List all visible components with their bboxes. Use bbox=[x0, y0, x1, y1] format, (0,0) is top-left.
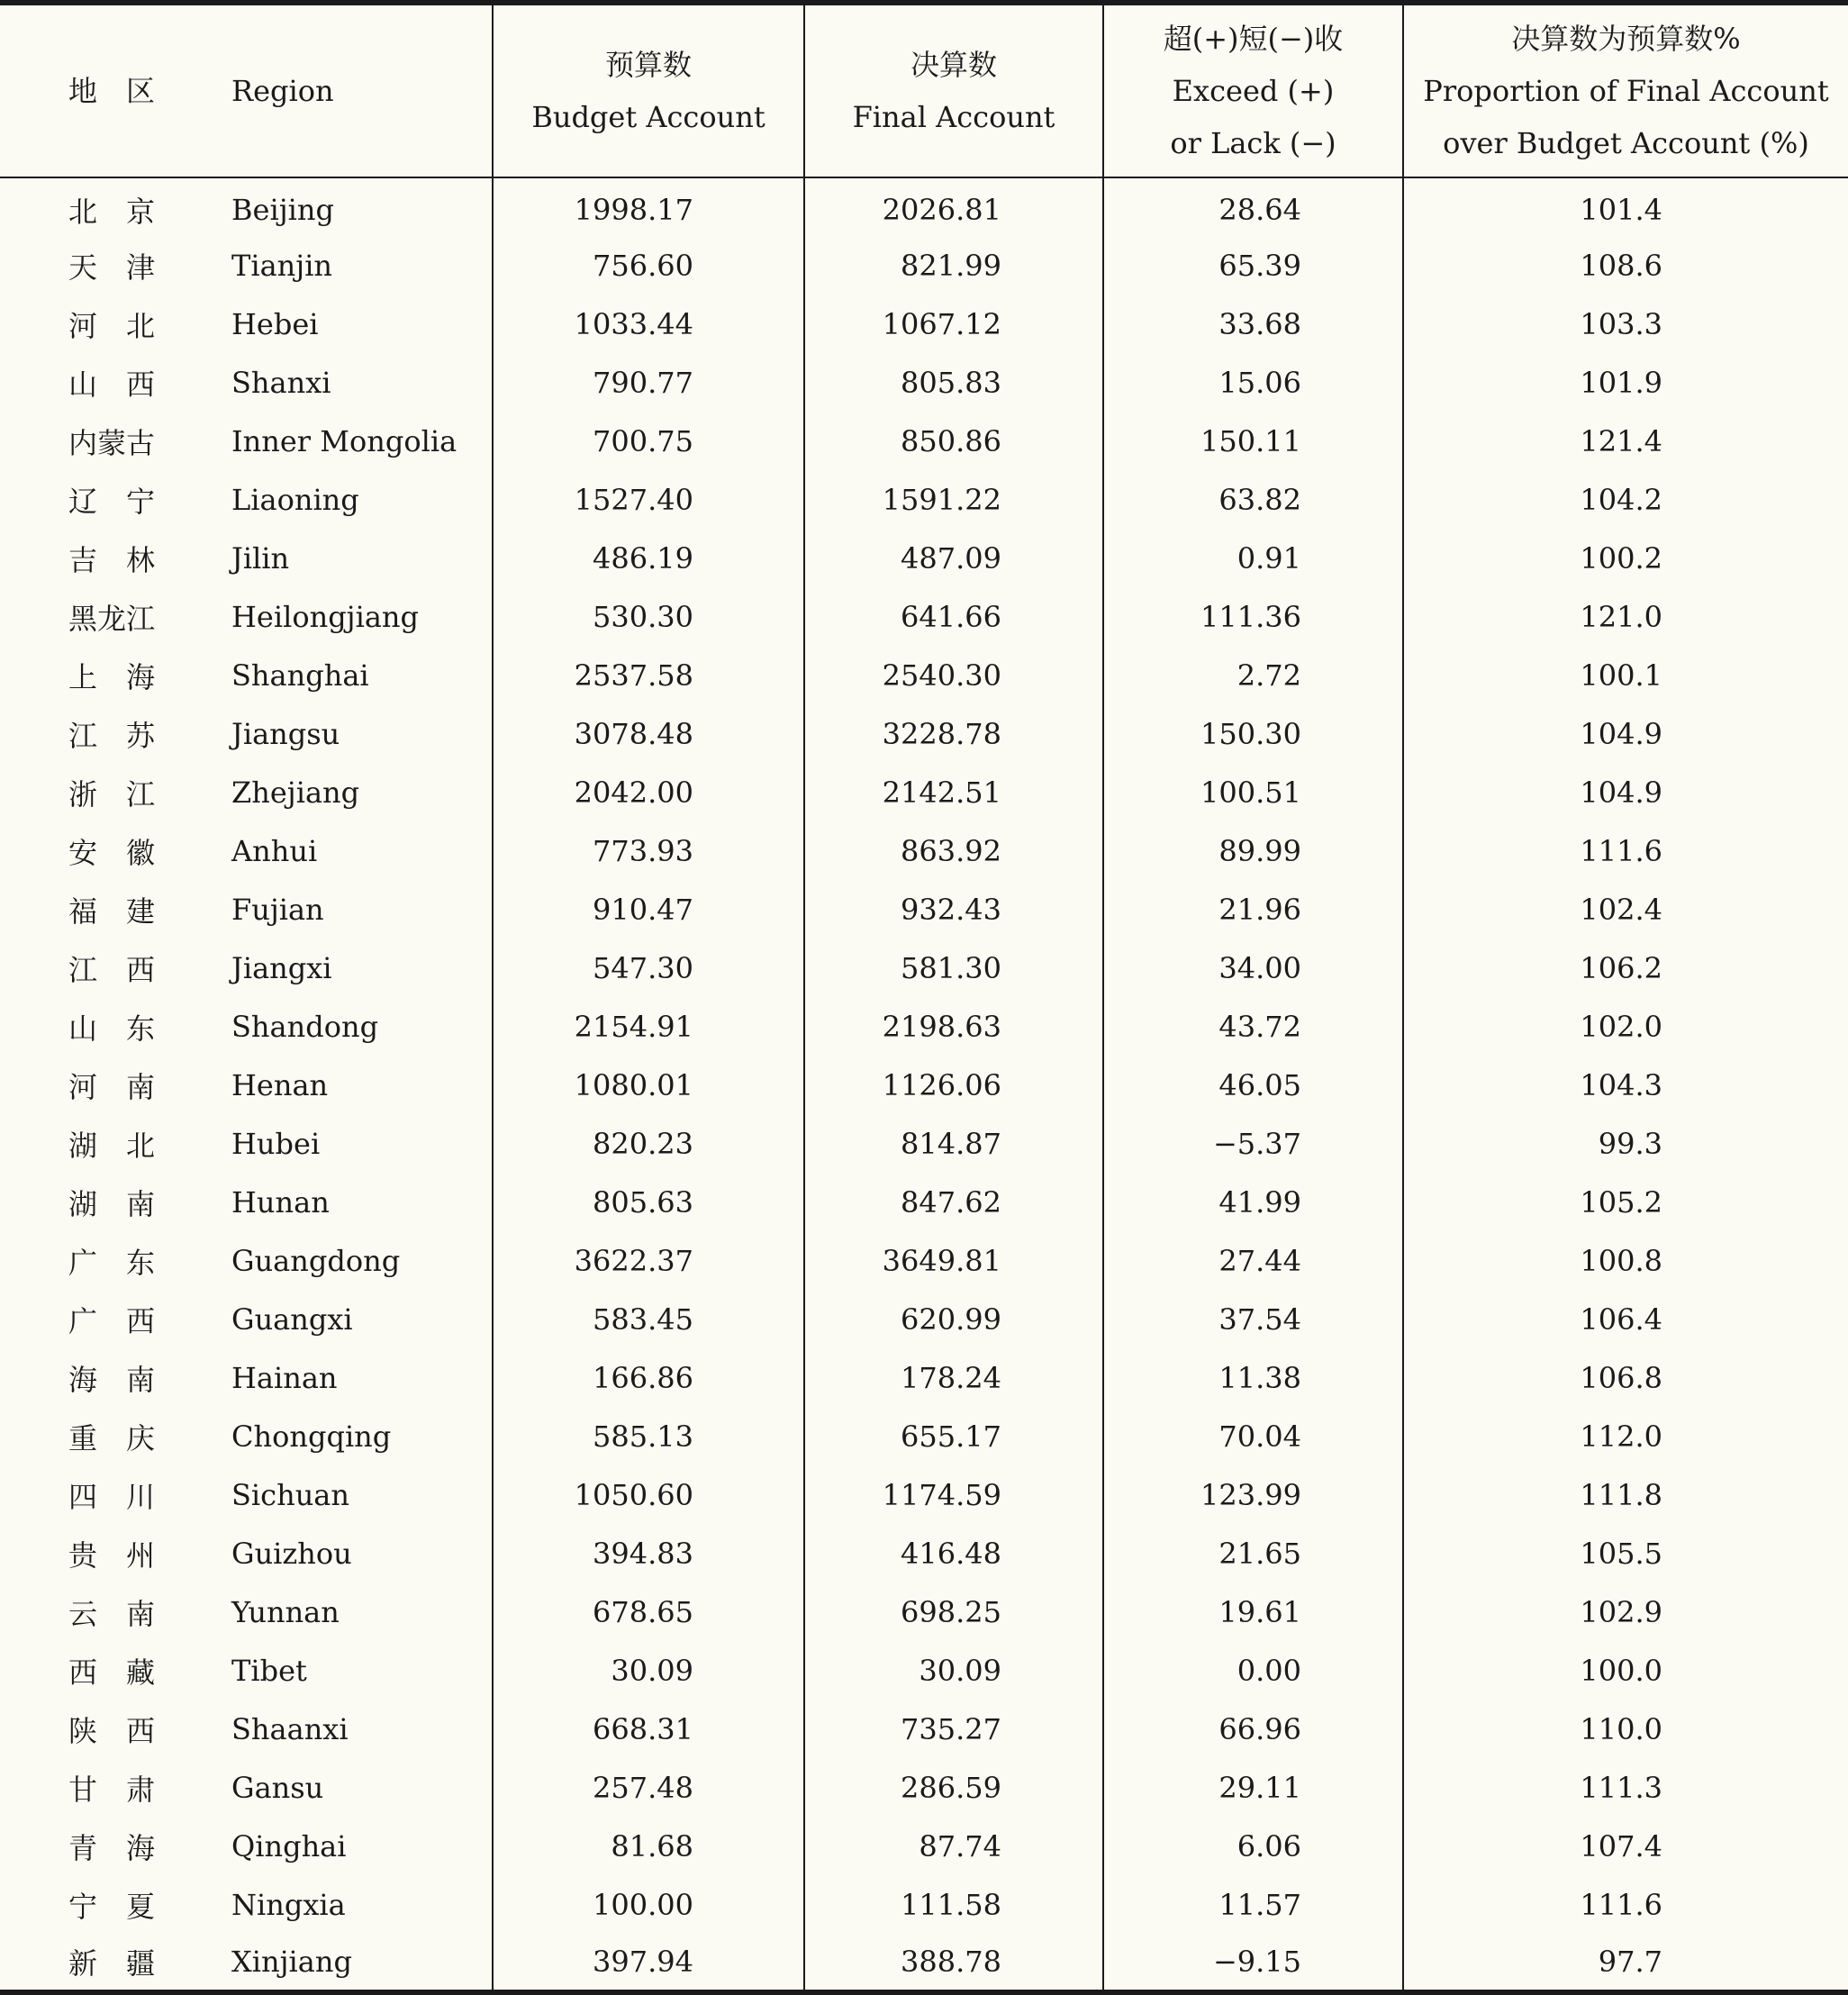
cell-region-en: Guizhou bbox=[158, 1524, 493, 1582]
cell-region-zh: 湖 南 bbox=[68, 1186, 156, 1221]
cell-exceed: −5.37 bbox=[1103, 1114, 1403, 1173]
table-row bbox=[0, 821, 1848, 880]
cell-budget: 486.19 bbox=[493, 529, 804, 587]
cell-region-zh: 北 京 bbox=[68, 195, 156, 229]
cell-proportion: 100.1 bbox=[1580, 657, 1662, 693]
header-final-zh: 决算数 bbox=[910, 48, 997, 82]
cell-budget: 678.65 bbox=[493, 1582, 804, 1641]
cell-final: 2540.30 bbox=[804, 646, 1103, 704]
cell-region-en: Hubei bbox=[158, 1114, 493, 1173]
cell-budget: 81.68 bbox=[493, 1817, 804, 1875]
cell-final: 30.09 bbox=[804, 1641, 1103, 1700]
cell-proportion: 105.2 bbox=[1580, 1184, 1662, 1220]
cell-exceed: 70.04 bbox=[1103, 1407, 1403, 1465]
cell-final: 3228.78 bbox=[804, 704, 1103, 763]
cell-budget: 3078.48 bbox=[493, 704, 804, 763]
table-row bbox=[0, 1056, 1848, 1114]
cell-budget: 585.13 bbox=[493, 1407, 804, 1465]
cell-exceed: 100.51 bbox=[1103, 763, 1403, 821]
cell-proportion: 104.2 bbox=[1580, 482, 1662, 517]
table-row bbox=[0, 1348, 1848, 1407]
table-row bbox=[0, 412, 1848, 470]
cell-region-en: Inner Mongolia bbox=[158, 412, 493, 470]
cell-budget: 100.00 bbox=[493, 1875, 804, 1934]
cell-region-en: Guangxi bbox=[158, 1290, 493, 1348]
cell-region-en: Shanxi bbox=[158, 353, 493, 412]
table-row bbox=[0, 353, 1848, 412]
table-row bbox=[0, 529, 1848, 587]
header-exceed-en1: Exceed (+) bbox=[1172, 74, 1335, 108]
cell-exceed: 11.38 bbox=[1103, 1348, 1403, 1407]
cell-final: 2198.63 bbox=[804, 997, 1103, 1056]
cell-budget: 166.86 bbox=[493, 1348, 804, 1407]
cell-proportion: 101.4 bbox=[1580, 193, 1662, 227]
cell-proportion: 99.3 bbox=[1598, 1126, 1662, 1161]
cell-budget: 30.09 bbox=[493, 1641, 804, 1700]
cell-exceed: 150.11 bbox=[1103, 412, 1403, 470]
cell-region-en: Henan bbox=[158, 1056, 493, 1114]
cell-final: 847.62 bbox=[804, 1173, 1103, 1231]
cell-exceed: 2.72 bbox=[1103, 646, 1403, 704]
cell-region-en: Guangdong bbox=[158, 1231, 493, 1290]
cell-region-zh: 福 建 bbox=[68, 893, 156, 929]
table-row bbox=[0, 1934, 1848, 1992]
cell-region-zh: 西 藏 bbox=[68, 1655, 156, 1690]
header-prop-zh: 决算数为预算数% bbox=[1511, 22, 1741, 56]
cell-exceed: 66.96 bbox=[1103, 1700, 1403, 1758]
cell-region-zh: 陕 西 bbox=[68, 1713, 156, 1748]
table-row bbox=[0, 704, 1848, 763]
cell-proportion: 111.8 bbox=[1580, 1477, 1662, 1512]
cell-final: 1126.06 bbox=[804, 1056, 1103, 1114]
header-row bbox=[0, 3, 1848, 177]
table-row bbox=[0, 1290, 1848, 1348]
cell-proportion: 111.6 bbox=[1580, 1887, 1662, 1922]
cell-budget: 530.30 bbox=[493, 587, 804, 646]
cell-region-en: Jilin bbox=[158, 529, 493, 587]
table-row bbox=[0, 1114, 1848, 1173]
cell-final: 286.59 bbox=[804, 1758, 1103, 1817]
cell-final: 416.48 bbox=[804, 1524, 1103, 1582]
cell-exceed: 46.05 bbox=[1103, 1056, 1403, 1114]
cell-region-zh: 重 庆 bbox=[68, 1420, 156, 1455]
header-budget-en: Budget Account bbox=[531, 100, 765, 134]
cell-proportion: 105.5 bbox=[1580, 1536, 1662, 1571]
cell-proportion: 100.0 bbox=[1580, 1653, 1662, 1688]
cell-final: 655.17 bbox=[804, 1407, 1103, 1465]
header-budget bbox=[493, 3, 804, 177]
table-row bbox=[0, 295, 1848, 353]
table-row bbox=[0, 1875, 1848, 1934]
cell-region-zh: 山 西 bbox=[68, 367, 156, 402]
cell-region-zh: 黑龙江 bbox=[68, 601, 156, 636]
table-row bbox=[0, 1173, 1848, 1231]
cell-exceed: 27.44 bbox=[1103, 1231, 1403, 1290]
cell-budget: 547.30 bbox=[493, 939, 804, 997]
cell-region-en: Shaanxi bbox=[158, 1700, 493, 1758]
cell-exceed: 89.99 bbox=[1103, 821, 1403, 880]
cell-region-zh: 吉 林 bbox=[68, 542, 156, 577]
cell-final: 388.78 bbox=[804, 1934, 1103, 1992]
cell-budget: 668.31 bbox=[493, 1700, 804, 1758]
table-row bbox=[0, 1465, 1848, 1524]
cell-proportion: 100.2 bbox=[1580, 540, 1662, 576]
cell-exceed: 0.00 bbox=[1103, 1641, 1403, 1700]
cell-region-en: Beijing bbox=[158, 177, 493, 236]
cell-budget: 790.77 bbox=[493, 353, 804, 412]
header-final-en: Final Account bbox=[852, 100, 1055, 134]
table-row bbox=[0, 177, 1848, 236]
cell-region-zh: 河 北 bbox=[68, 308, 156, 343]
cell-exceed: 65.39 bbox=[1103, 236, 1403, 295]
cell-budget: 397.94 bbox=[493, 1934, 804, 1992]
cell-region-zh: 湖 北 bbox=[68, 1128, 156, 1163]
cell-exceed: 150.30 bbox=[1103, 704, 1403, 763]
cell-final: 3649.81 bbox=[804, 1231, 1103, 1290]
cell-final: 2142.51 bbox=[804, 763, 1103, 821]
cell-region-zh: 云 南 bbox=[68, 1596, 156, 1631]
cell-region-en: Qinghai bbox=[158, 1817, 493, 1875]
cell-budget: 1527.40 bbox=[493, 470, 804, 529]
cell-region-zh: 广 西 bbox=[68, 1303, 156, 1338]
cell-proportion: 102.9 bbox=[1580, 1594, 1662, 1629]
cell-region-en: Hebei bbox=[158, 295, 493, 353]
cell-exceed: 63.82 bbox=[1103, 470, 1403, 529]
cell-budget: 1050.60 bbox=[493, 1465, 804, 1524]
cell-final: 932.43 bbox=[804, 880, 1103, 939]
table-row bbox=[0, 470, 1848, 529]
cell-budget: 1033.44 bbox=[493, 295, 804, 353]
cell-region-zh: 上 海 bbox=[68, 659, 156, 694]
cell-final: 1174.59 bbox=[804, 1465, 1103, 1524]
cell-proportion: 107.4 bbox=[1580, 1828, 1662, 1864]
table-row bbox=[0, 1582, 1848, 1641]
cell-region-zh: 广 东 bbox=[68, 1245, 156, 1280]
cell-region-en: Hainan bbox=[158, 1348, 493, 1407]
cell-region-en: Fujian bbox=[158, 880, 493, 939]
header-exceed-en2: or Lack (−) bbox=[1170, 126, 1336, 160]
cell-exceed: 15.06 bbox=[1103, 353, 1403, 412]
table-row bbox=[0, 880, 1848, 939]
cell-region-en: Shandong bbox=[158, 997, 493, 1056]
header-exceed-zh: 超(+)短(−)收 bbox=[1163, 22, 1344, 56]
table-body bbox=[0, 177, 1848, 1992]
cell-region-en: Chongqing bbox=[158, 1407, 493, 1465]
cell-region-en: Yunnan bbox=[158, 1582, 493, 1641]
table-row bbox=[0, 997, 1848, 1056]
cell-budget: 2154.91 bbox=[493, 997, 804, 1056]
cell-exceed: 6.06 bbox=[1103, 1817, 1403, 1875]
cell-exceed: 21.96 bbox=[1103, 880, 1403, 939]
cell-proportion: 103.3 bbox=[1580, 306, 1662, 341]
cell-proportion: 121.0 bbox=[1580, 599, 1662, 634]
cell-region-zh: 内蒙古 bbox=[68, 425, 156, 460]
table-row bbox=[0, 1524, 1848, 1582]
table-row bbox=[0, 1407, 1848, 1465]
cell-region-en: Xinjiang bbox=[158, 1934, 493, 1992]
cell-exceed: 19.61 bbox=[1103, 1582, 1403, 1641]
cell-exceed: 29.11 bbox=[1103, 1758, 1403, 1817]
cell-budget: 1998.17 bbox=[493, 177, 804, 236]
cell-region-en: Shanghai bbox=[158, 646, 493, 704]
table-row bbox=[0, 236, 1848, 295]
cell-region-en: Liaoning bbox=[158, 470, 493, 529]
cell-budget: 773.93 bbox=[493, 821, 804, 880]
cell-region-zh: 海 南 bbox=[68, 1362, 156, 1397]
cell-budget: 257.48 bbox=[493, 1758, 804, 1817]
cell-final: 620.99 bbox=[804, 1290, 1103, 1348]
cell-region-zh: 新 疆 bbox=[0, 1934, 158, 1992]
cell-region-zh: 贵 州 bbox=[68, 1537, 156, 1573]
cell-final: 2026.81 bbox=[804, 177, 1103, 236]
cell-proportion: 104.9 bbox=[1580, 716, 1662, 751]
table-row bbox=[0, 1700, 1848, 1758]
cell-proportion: 97.7 bbox=[1403, 1934, 1848, 1992]
cell-exceed: 123.99 bbox=[1103, 1465, 1403, 1524]
cell-exceed: 43.72 bbox=[1103, 997, 1403, 1056]
header-final bbox=[804, 3, 1103, 177]
table-row bbox=[0, 587, 1848, 646]
cell-region-en: Heilongjiang bbox=[158, 587, 493, 646]
header-region-zh: 地 区 bbox=[0, 3, 158, 177]
cell-proportion: 102.0 bbox=[1580, 1009, 1662, 1044]
cell-final: 1067.12 bbox=[804, 295, 1103, 353]
table-row bbox=[0, 1641, 1848, 1700]
cell-proportion: 110.0 bbox=[1580, 1711, 1662, 1746]
cell-exceed: 28.64 bbox=[1103, 177, 1403, 236]
cell-region-en: Gansu bbox=[158, 1758, 493, 1817]
cell-exceed: 21.65 bbox=[1103, 1524, 1403, 1582]
cell-budget: 756.60 bbox=[493, 236, 804, 295]
table-row bbox=[0, 1758, 1848, 1817]
cell-final: 87.74 bbox=[804, 1817, 1103, 1875]
cell-proportion: 121.4 bbox=[1580, 423, 1662, 458]
table-row bbox=[0, 1231, 1848, 1290]
cell-region-en: Jiangsu bbox=[158, 704, 493, 763]
cell-proportion: 102.4 bbox=[1580, 892, 1662, 927]
cell-budget: 2042.00 bbox=[493, 763, 804, 821]
cell-budget: 1080.01 bbox=[493, 1056, 804, 1114]
cell-region-en: Sichuan bbox=[158, 1465, 493, 1524]
cell-exceed: −9.15 bbox=[1103, 1934, 1403, 1992]
cell-final: 814.87 bbox=[804, 1114, 1103, 1173]
cell-proportion: 112.0 bbox=[1580, 1419, 1662, 1454]
cell-region-zh: 天 津 bbox=[68, 249, 156, 285]
cell-final: 641.66 bbox=[804, 587, 1103, 646]
cell-region-en: Tibet bbox=[158, 1641, 493, 1700]
cell-region-zh: 辽 宁 bbox=[68, 484, 156, 519]
cell-budget: 394.83 bbox=[493, 1524, 804, 1582]
cell-final: 850.86 bbox=[804, 412, 1103, 470]
cell-final: 805.83 bbox=[804, 353, 1103, 412]
table-row bbox=[0, 763, 1848, 821]
table-row bbox=[0, 646, 1848, 704]
cell-proportion: 106.4 bbox=[1580, 1301, 1662, 1337]
cell-final: 111.58 bbox=[804, 1875, 1103, 1934]
cell-final: 698.25 bbox=[804, 1582, 1103, 1641]
header-proportion bbox=[1403, 3, 1848, 177]
cell-region-en: Zhejiang bbox=[158, 763, 493, 821]
cell-exceed: 111.36 bbox=[1103, 587, 1403, 646]
cell-final: 581.30 bbox=[804, 939, 1103, 997]
cell-region-zh: 青 海 bbox=[68, 1830, 156, 1865]
cell-budget: 3622.37 bbox=[493, 1231, 804, 1290]
cell-budget: 910.47 bbox=[493, 880, 804, 939]
cell-budget: 700.75 bbox=[493, 412, 804, 470]
cell-region-zh: 江 西 bbox=[68, 952, 156, 987]
cell-final: 487.09 bbox=[804, 529, 1103, 587]
cell-budget: 805.63 bbox=[493, 1173, 804, 1231]
cell-proportion: 104.9 bbox=[1580, 775, 1662, 810]
cell-region-en: Tianjin bbox=[158, 236, 493, 295]
table-row bbox=[0, 1817, 1848, 1875]
cell-exceed: 11.57 bbox=[1103, 1875, 1403, 1934]
cell-proportion: 100.8 bbox=[1580, 1243, 1662, 1278]
header-prop-en2: over Budget Account (%) bbox=[1443, 126, 1809, 160]
cell-exceed: 33.68 bbox=[1103, 295, 1403, 353]
header-budget-zh: 预算数 bbox=[604, 48, 692, 82]
header-prop-en1: Proportion of Final Account bbox=[1423, 74, 1829, 108]
header-region-en: Region bbox=[158, 3, 493, 177]
cell-proportion: 101.9 bbox=[1580, 365, 1662, 400]
cell-exceed: 37.54 bbox=[1103, 1290, 1403, 1348]
cell-final: 863.92 bbox=[804, 821, 1103, 880]
cell-region-en: Ningxia bbox=[158, 1875, 493, 1934]
cell-proportion: 108.6 bbox=[1580, 248, 1662, 283]
cell-region-zh: 江 苏 bbox=[68, 718, 156, 753]
header-exceed bbox=[1103, 3, 1403, 177]
cell-proportion: 111.3 bbox=[1580, 1770, 1662, 1805]
cell-region-zh: 山 东 bbox=[68, 1011, 156, 1046]
cell-budget: 2537.58 bbox=[493, 646, 804, 704]
cell-region-zh: 浙 江 bbox=[68, 776, 156, 812]
cell-final: 735.27 bbox=[804, 1700, 1103, 1758]
cell-region-en: Anhui bbox=[158, 821, 493, 880]
cell-final: 821.99 bbox=[804, 236, 1103, 295]
cell-budget: 820.23 bbox=[493, 1114, 804, 1173]
cell-exceed: 41.99 bbox=[1103, 1173, 1403, 1231]
cell-region-zh: 宁 夏 bbox=[68, 1889, 156, 1924]
cell-budget: 583.45 bbox=[493, 1290, 804, 1348]
table-row bbox=[0, 939, 1848, 997]
cell-exceed: 34.00 bbox=[1103, 939, 1403, 997]
cell-region-zh: 安 徽 bbox=[68, 835, 156, 870]
cell-region-zh: 四 川 bbox=[68, 1479, 156, 1514]
cell-region-en: Jiangxi bbox=[158, 939, 493, 997]
cell-final: 1591.22 bbox=[804, 470, 1103, 529]
cell-region-zh: 甘 肃 bbox=[68, 1772, 156, 1807]
cell-region-en: Hunan bbox=[158, 1173, 493, 1231]
cell-proportion: 111.6 bbox=[1580, 833, 1662, 868]
cell-proportion: 104.3 bbox=[1580, 1067, 1662, 1102]
cell-proportion: 106.8 bbox=[1580, 1360, 1662, 1395]
cell-exceed: 0.91 bbox=[1103, 529, 1403, 587]
cell-proportion: 106.2 bbox=[1580, 950, 1662, 985]
cell-final: 178.24 bbox=[804, 1348, 1103, 1407]
cell-region-zh: 河 南 bbox=[68, 1069, 156, 1104]
